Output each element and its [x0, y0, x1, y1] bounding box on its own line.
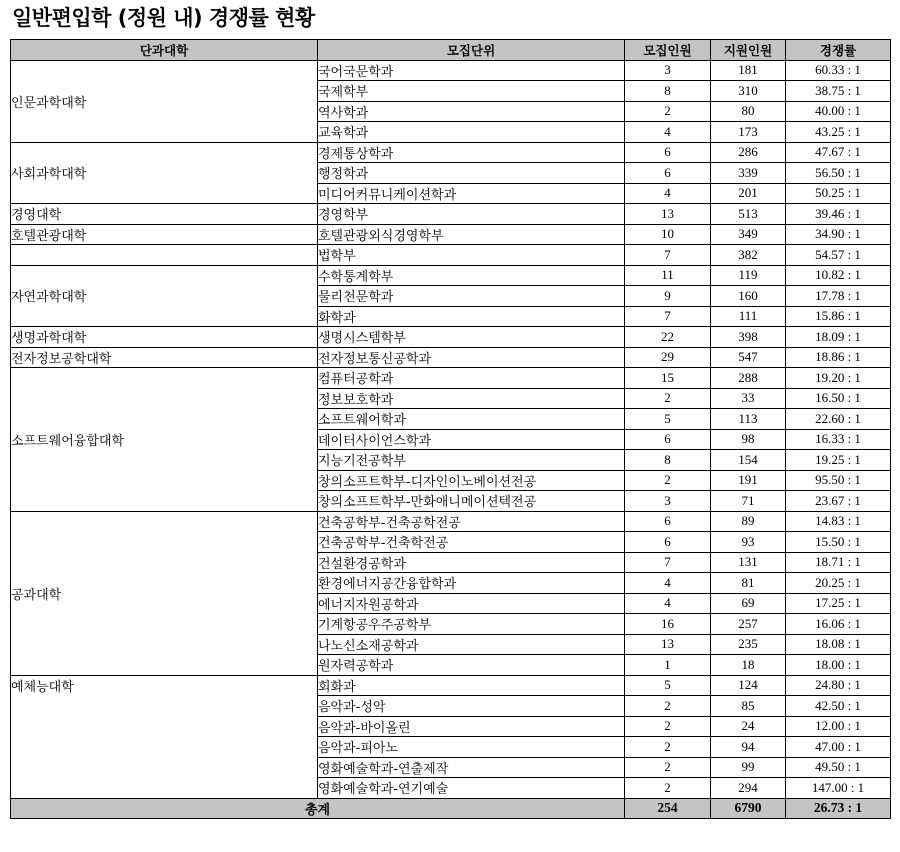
header-quota: 모집인원: [625, 40, 711, 61]
quota-cell: 29: [625, 347, 711, 368]
quota-cell: 2: [625, 737, 711, 758]
table-row: [11, 511, 891, 532]
quota-cell: 2: [625, 470, 711, 491]
header-row: [11, 40, 891, 61]
quota-cell: 3: [625, 491, 711, 512]
unit-name: 원자력공학과: [318, 655, 625, 676]
unit-name: 행정학과: [318, 163, 625, 184]
rate-cell: 39.46 : 1: [786, 204, 891, 225]
quota-cell: 5: [625, 675, 711, 696]
quota-cell: 7: [625, 306, 711, 327]
rate-cell: 22.60 : 1: [786, 409, 891, 430]
college-name: 경영대학: [11, 204, 318, 225]
unit-name: 건축공학부-건축학전공: [318, 532, 625, 553]
quota-cell: 2: [625, 101, 711, 122]
applicants-cell: 173: [711, 122, 786, 143]
rate-cell: 42.50 : 1: [786, 696, 891, 717]
rate-cell: 20.25 : 1: [786, 573, 891, 594]
rate-cell: 60.33 : 1: [786, 60, 891, 81]
applicants-cell: 89: [711, 511, 786, 532]
applicants-cell: 294: [711, 778, 786, 799]
rate-cell: 16.33 : 1: [786, 429, 891, 450]
header-rate: 경쟁률: [786, 40, 891, 61]
rate-cell: 15.50 : 1: [786, 532, 891, 553]
applicants-cell: 80: [711, 101, 786, 122]
header-college: 단과대학: [11, 40, 318, 61]
table-row: [11, 142, 891, 163]
applicants-cell: 93: [711, 532, 786, 553]
quota-cell: 2: [625, 696, 711, 717]
rate-cell: 43.25 : 1: [786, 122, 891, 143]
rate-cell: 49.50 : 1: [786, 757, 891, 778]
table-row: [11, 245, 891, 266]
unit-name: 건설환경공학과: [318, 552, 625, 573]
quota-cell: 13: [625, 204, 711, 225]
quota-cell: 4: [625, 593, 711, 614]
header-unit: 모집단위: [318, 40, 625, 61]
quota-cell: 2: [625, 388, 711, 409]
applicants-cell: 288: [711, 368, 786, 389]
quota-cell: 2: [625, 778, 711, 799]
college-name: 예체능대학: [11, 675, 318, 798]
table-row: [11, 265, 891, 286]
applicants-cell: 257: [711, 614, 786, 635]
applicants-cell: 160: [711, 286, 786, 307]
applicants-cell: 69: [711, 593, 786, 614]
applicants-cell: 119: [711, 265, 786, 286]
applicants-cell: 191: [711, 470, 786, 491]
unit-name: 에너지자원공학과: [318, 593, 625, 614]
college-name: 호텔관광대학: [11, 224, 318, 245]
applicants-cell: 113: [711, 409, 786, 430]
rate-cell: 95.50 : 1: [786, 470, 891, 491]
quota-cell: 7: [625, 552, 711, 573]
quota-cell: 16: [625, 614, 711, 635]
quota-cell: 7: [625, 245, 711, 266]
quota-cell: 15: [625, 368, 711, 389]
college-name: 자연과학대학: [11, 265, 318, 327]
quota-cell: 5: [625, 409, 711, 430]
unit-name: 기계항공우주공학부: [318, 614, 625, 635]
rate-cell: 47.00 : 1: [786, 737, 891, 758]
rate-cell: 24.80 : 1: [786, 675, 891, 696]
applicants-cell: 349: [711, 224, 786, 245]
quota-cell: 2: [625, 716, 711, 737]
applicants-cell: 71: [711, 491, 786, 512]
college-name: 사회과학대학: [11, 142, 318, 204]
rate-cell: 17.78 : 1: [786, 286, 891, 307]
applicants-cell: 286: [711, 142, 786, 163]
unit-name: 역사학과: [318, 101, 625, 122]
college-name: 생명과학대학: [11, 327, 318, 348]
applicants-cell: 81: [711, 573, 786, 594]
unit-name: 전자정보통신공학과: [318, 347, 625, 368]
table-row: [11, 347, 891, 368]
rate-cell: 18.71 : 1: [786, 552, 891, 573]
unit-name: 수학통계학부: [318, 265, 625, 286]
unit-name: 물리천문학과: [318, 286, 625, 307]
applicants-cell: 111: [711, 306, 786, 327]
quota-cell: 22: [625, 327, 711, 348]
rate-cell: 40.00 : 1: [786, 101, 891, 122]
applicants-cell: 547: [711, 347, 786, 368]
rate-cell: 38.75 : 1: [786, 81, 891, 102]
unit-name: 지능기전공학부: [318, 450, 625, 471]
rate-cell: 16.50 : 1: [786, 388, 891, 409]
applicants-cell: 131: [711, 552, 786, 573]
unit-name: 데이터사이언스학과: [318, 429, 625, 450]
applicants-cell: 513: [711, 204, 786, 225]
rate-cell: 56.50 : 1: [786, 163, 891, 184]
quota-cell: 4: [625, 573, 711, 594]
applicants-cell: 18: [711, 655, 786, 676]
unit-name: 나노신소재공학과: [318, 634, 625, 655]
unit-name: 미디어커뮤니케이션학과: [318, 183, 625, 204]
college-name: [11, 245, 318, 266]
applicants-cell: 398: [711, 327, 786, 348]
rate-cell: 10.82 : 1: [786, 265, 891, 286]
unit-name: 회화과: [318, 675, 625, 696]
quota-cell: 1: [625, 655, 711, 676]
college-name: 전자정보공학대학: [11, 347, 318, 368]
unit-name: 음악과-피아노: [318, 737, 625, 758]
rate-cell: 54.57 : 1: [786, 245, 891, 266]
total-rate: 26.73 : 1: [786, 798, 891, 819]
applicants-cell: 382: [711, 245, 786, 266]
quota-cell: 6: [625, 532, 711, 553]
unit-name: 소프트웨어학과: [318, 409, 625, 430]
table-row: [11, 327, 891, 348]
unit-name: 경제통상학과: [318, 142, 625, 163]
unit-name: 창의소프트학부-만화애니메이션텍전공: [318, 491, 625, 512]
rate-cell: 12.00 : 1: [786, 716, 891, 737]
unit-name: 컴퓨터공학과: [318, 368, 625, 389]
applicants-cell: 201: [711, 183, 786, 204]
unit-name: 영화예술학과-연기예술: [318, 778, 625, 799]
unit-name: 음악과-성악: [318, 696, 625, 717]
table-row: [11, 675, 891, 696]
applicants-cell: 33: [711, 388, 786, 409]
unit-name: 국어국문학과: [318, 60, 625, 81]
table-row: [11, 60, 891, 81]
college-name: 인문과학대학: [11, 60, 318, 142]
total-quota: 254: [625, 798, 711, 819]
applicants-cell: 310: [711, 81, 786, 102]
applicants-cell: 124: [711, 675, 786, 696]
table-row: [11, 204, 891, 225]
total-row: [11, 798, 891, 819]
header-applicants: 지원인원: [711, 40, 786, 61]
quota-cell: 8: [625, 450, 711, 471]
unit-name: 국제학부: [318, 81, 625, 102]
rate-cell: 50.25 : 1: [786, 183, 891, 204]
unit-name: 환경에너지공간융합학과: [318, 573, 625, 594]
quota-cell: 3: [625, 60, 711, 81]
rate-cell: 23.67 : 1: [786, 491, 891, 512]
quota-cell: 11: [625, 265, 711, 286]
rate-cell: 19.25 : 1: [786, 450, 891, 471]
quota-cell: 4: [625, 122, 711, 143]
rate-cell: 18.08 : 1: [786, 634, 891, 655]
quota-cell: 6: [625, 163, 711, 184]
quota-cell: 6: [625, 142, 711, 163]
unit-name: 음악과-바이올린: [318, 716, 625, 737]
applicants-cell: 99: [711, 757, 786, 778]
rate-cell: 34.90 : 1: [786, 224, 891, 245]
rate-cell: 47.67 : 1: [786, 142, 891, 163]
table-row: [11, 368, 891, 389]
unit-name: 생명시스템학부: [318, 327, 625, 348]
quota-cell: 8: [625, 81, 711, 102]
competition-rate-table: [10, 39, 891, 819]
rate-cell: 17.25 : 1: [786, 593, 891, 614]
table-body: [11, 60, 891, 798]
unit-name: 교육학과: [318, 122, 625, 143]
applicants-cell: 98: [711, 429, 786, 450]
table-row: [11, 224, 891, 245]
unit-name: 경영학부: [318, 204, 625, 225]
rate-cell: 15.86 : 1: [786, 306, 891, 327]
rate-cell: 19.20 : 1: [786, 368, 891, 389]
quota-cell: 6: [625, 511, 711, 532]
quota-cell: 2: [625, 757, 711, 778]
unit-name: 호텔관광외식경영학부: [318, 224, 625, 245]
applicants-cell: 339: [711, 163, 786, 184]
rate-cell: 16.06 : 1: [786, 614, 891, 635]
quota-cell: 4: [625, 183, 711, 204]
unit-name: 법학부: [318, 245, 625, 266]
college-name: 소프트웨어융합대학: [11, 368, 318, 512]
page-title: 일반편입학 (정원 내) 경쟁률 현황: [12, 6, 315, 30]
applicants-cell: 235: [711, 634, 786, 655]
applicants-cell: 85: [711, 696, 786, 717]
rate-cell: 18.86 : 1: [786, 347, 891, 368]
quota-cell: 10: [625, 224, 711, 245]
quota-cell: 9: [625, 286, 711, 307]
unit-name: 건축공학부-건축공학전공: [318, 511, 625, 532]
unit-name: 창의소프트학부-디자인이노베이션전공: [318, 470, 625, 491]
total-applicants: 6790: [711, 798, 786, 819]
rate-cell: 18.00 : 1: [786, 655, 891, 676]
applicants-cell: 24: [711, 716, 786, 737]
college-name: 공과대학: [11, 511, 318, 675]
quota-cell: 13: [625, 634, 711, 655]
rate-cell: 18.09 : 1: [786, 327, 891, 348]
unit-name: 화학과: [318, 306, 625, 327]
applicants-cell: 154: [711, 450, 786, 471]
rate-cell: 14.83 : 1: [786, 511, 891, 532]
rate-cell: 147.00 : 1: [786, 778, 891, 799]
total-label: 총계: [11, 798, 625, 819]
applicants-cell: 94: [711, 737, 786, 758]
quota-cell: 6: [625, 429, 711, 450]
applicants-cell: 181: [711, 60, 786, 81]
unit-name: 영화예술학과-연출제작: [318, 757, 625, 778]
unit-name: 정보보호학과: [318, 388, 625, 409]
